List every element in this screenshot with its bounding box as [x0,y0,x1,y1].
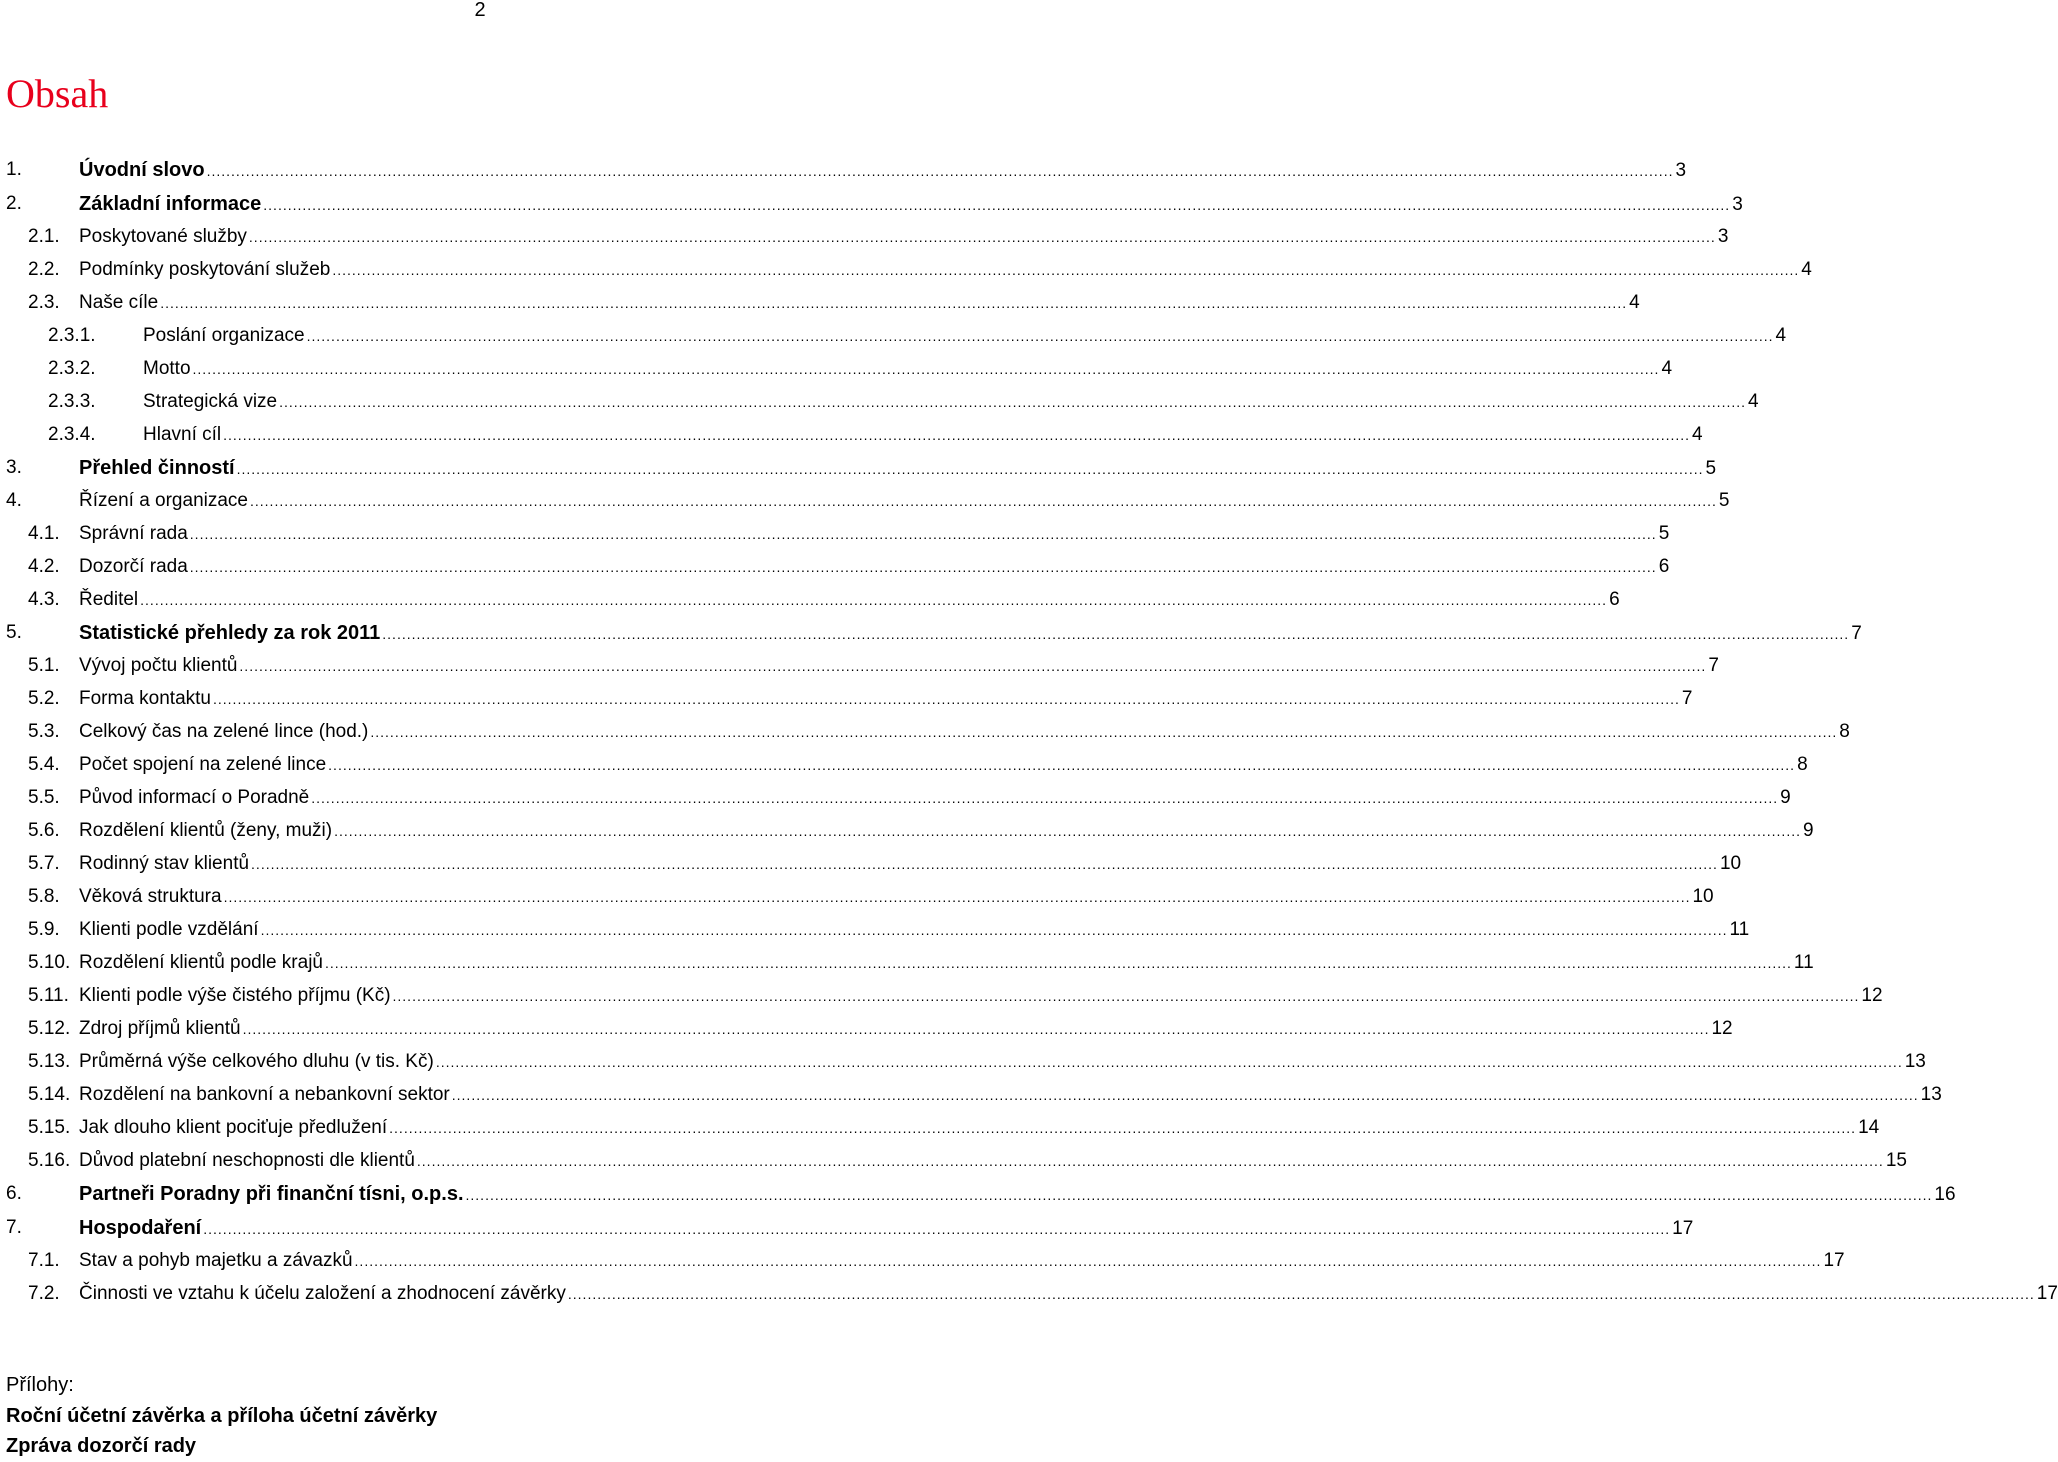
toc-entry-number: 4. [6,490,22,511]
toc-entry-number: 5.11. [28,985,69,1006]
toc-dot-leader: ............................................................................................................................................................................................................................................................................................................ [213,691,1680,707]
toc-dot-leader: ............................................................................................................................................................................................................................................................................................................ [192,361,1660,377]
toc-entry[interactable] [0,316,1787,348]
toc-dot-leader: ............................................................................................................................................................................................................................................................................................................ [389,1120,1857,1136]
toc-entry-label: Strategická vize [143,391,278,412]
toc-entry-page: 7 [1681,688,1693,709]
toc-entry[interactable] [0,1208,1694,1240]
toc-entry-number: 5.9. [28,919,60,940]
toc-entry[interactable] [0,415,1703,447]
toc-entry-label: Rodinný stav klientů [79,853,250,874]
toc-dot-leader: ............................................................................................................................................................................................................................................................................................................ [250,493,1717,509]
toc-entry-label: Poslání organizace [143,325,305,346]
toc-entry-label: Ředitel [79,589,139,610]
toc-entry-number: 5.5. [28,787,60,808]
toc-entry-label: Věková struktura [79,886,222,907]
toc-entry-page: 4 [1629,292,1640,313]
toc-entry-number: 2.3.2. [48,358,96,379]
toc-entry-label: Průměrná výše celkového dluhu (v tis. Kč) [79,1051,434,1072]
toc-entry-page: 13 [1904,1051,1926,1072]
toc-entry-page: 3 [1732,194,1743,215]
toc-entry[interactable] [0,910,1750,942]
toc-dot-leader: ............................................................................................................................................................................................................................................................................................................ [325,955,1792,971]
toc-entry[interactable] [0,1075,1942,1107]
toc-entry-page: 4 [1748,391,1759,412]
toc-entry-label: Původ informací o Poradně [79,787,310,808]
toc-entry-page: 11 [1793,952,1814,973]
toc-entry-label: Počet spojení na zelené lince [79,754,327,775]
toc-entry-label: Činnosti ve vztahu k účelu založení a zhodnocení závěrky [79,1283,566,1304]
toc-entry-page: 8 [1797,754,1808,775]
toc-entry-page: 17 [1823,1250,1845,1271]
toc-entry-label: Partneři Poradny při finanční tísni, o.p.s. [79,1183,464,1205]
toc-dot-leader: ............................................................................................................................................................................................................................................................................................................ [435,1054,1903,1070]
toc-entry-number: 2.3. [28,292,60,313]
toc-dot-leader: ............................................................................................................................................................................................................................................................................................................ [306,328,1774,344]
toc-entry[interactable] [0,150,1687,182]
toc-entry-number: 2.2. [28,259,60,280]
toc-entry-number: 5.15. [28,1117,71,1138]
toc-entry[interactable] [0,1108,1880,1140]
toc-entry-number: 5.16. [28,1150,71,1171]
toc-entry-number: 5.13. [28,1051,71,1072]
toc-dot-leader: ............................................................................................................................................................................................................................................................................................................ [416,1153,1884,1169]
toc-dot-leader: ............................................................................................................................................................................................................................................................................................................ [382,626,1850,642]
toc-entry-number: 3. [6,457,22,478]
toc-entry-number: 5.4. [28,754,60,775]
toc-entry[interactable] [0,580,1620,612]
toc-dot-leader: ............................................................................................................................................................................................................................................................................................................ [465,1187,1933,1203]
toc-entry-page: 4 [1801,259,1812,280]
toc-entry-number: 2.3.3. [48,391,96,412]
appendix-item: Zpráva dozorčí rady [6,1435,197,1457]
toc-dot-leader: ............................................................................................................................................................................................................................................................................................................ [160,295,1628,311]
toc-entry-label: Forma kontaktu [79,688,211,709]
toc-dot-leader: ............................................................................................................................................................................................................................................................................................................ [248,229,1716,245]
toc-entry-number: 6. [6,1183,22,1204]
appendix-heading: Přílohy: [6,1374,74,1396]
toc-entry-page: 9 [1780,787,1791,808]
toc-entry-label: Přehled činností [79,457,235,479]
toc-entry[interactable] [0,613,1862,645]
toc-entry-number: 4.1. [28,523,60,544]
appendix-section [6,1370,437,1462]
toc-dot-leader: ............................................................................................................................................................................................................................................................................................................ [223,889,1691,905]
toc-entry[interactable] [0,448,1717,480]
toc-dot-leader: ............................................................................................................................................................................................................................................................................................................ [279,394,1747,410]
toc-entry-number: 4.2. [28,556,60,577]
toc-entry-label: Rozdělení klientů podle krajů [79,952,323,973]
toc-entry-number: 7.2. [28,1283,60,1304]
toc-dot-leader: ............................................................................................................................................................................................................................................................................................................ [189,559,1657,575]
toc-entry-page: 17 [1672,1218,1694,1239]
appendix-item: Roční účetní závěrka a příloha účetní závěrky [6,1404,438,1427]
toc-entry-label: Rozdělení na bankovní a nebankovní sektor [79,1084,450,1105]
toc-entry-number: 5.2. [28,688,60,709]
toc-entry-page: 5 [1658,523,1670,544]
toc-entry-page: 12 [1711,1018,1733,1039]
page-title: Obsah [6,71,109,116]
toc-entry-page: 7 [1708,655,1719,676]
toc-entry-label: Vývoj počtu klientů [79,655,238,676]
toc-entry[interactable] [0,382,1759,414]
toc-dot-leader: ............................................................................................................................................................................................................................................................................................................ [334,823,1801,839]
toc-entry-page: 11 [1729,919,1750,940]
toc-dot-leader: ............................................................................................................................................................................................................................................................................................................ [203,1221,1671,1237]
toc-dot-leader: ............................................................................................................................................................................................................................................................................................................ [392,988,1860,1004]
toc-entry-page: 10 [1719,853,1742,874]
toc-entry-page: 8 [1839,721,1850,742]
toc-entry-label: Hlavní cíl [143,424,222,445]
toc-entry[interactable] [0,1009,1733,1041]
toc-entry-number: 4.3. [28,589,60,610]
toc-entry-number: 7.1. [28,1250,60,1271]
toc-entry-label: Důvod platební neschopnosti dle klientů [79,1150,415,1171]
toc-entry-label: Motto [143,358,191,379]
toc-entry[interactable] [0,811,1814,843]
toc-entry-label: Správní rada [79,523,188,544]
toc-entry-page: 5 [1705,458,1717,479]
toc-entry-number: 5. [6,622,22,643]
toc-entry[interactable] [0,844,1742,876]
toc-entry-label: Celkový čas na zelené lince (hod.) [79,721,369,742]
toc-entry-number: 5.6. [28,820,60,841]
toc-dot-leader: ............................................................................................................................................................................................................................................................................................................ [140,592,1608,608]
toc-entry-number: 5.14. [28,1084,71,1105]
toc-entry-page: 6 [1609,589,1620,610]
toc-entry-number: 5.10. [28,952,71,973]
toc-entry-label: Poskytované služby [79,226,247,247]
toc-dot-leader: ............................................................................................................................................................................................................................................................................................................ [311,790,1779,806]
toc-entry[interactable] [0,514,1670,546]
toc-entry[interactable] [0,184,1743,216]
toc-entry-page: 15 [1885,1150,1907,1171]
toc-entry[interactable] [0,778,1791,810]
toc-entry-page: 7 [1851,623,1862,644]
toc-entry[interactable] [0,646,1719,678]
toc-entry[interactable] [0,1241,1845,1273]
toc-entry-label: Podmínky poskytování služeb [79,259,331,280]
toc-entry-label: Rozdělení klientů (ženy, muži) [79,820,333,841]
toc-dot-leader: ............................................................................................................................................................................................................................................................................................................ [242,1021,1710,1037]
toc-entry-page: 3 [1717,226,1729,247]
toc-dot-leader: ............................................................................................................................................................................................................................................................................................................ [189,526,1657,542]
toc-entry-label: Úvodní slovo [79,159,205,181]
toc-entry[interactable] [0,1274,2058,1306]
toc-entry[interactable] [0,250,1812,282]
toc-entry-page: 9 [1803,820,1814,841]
toc-entry[interactable] [0,679,1693,711]
toc-entry[interactable] [0,217,1729,249]
toc-entry-page: 13 [1920,1084,1942,1105]
toc-entry[interactable] [0,283,1640,315]
toc-entry-label: Naše cíle [79,292,159,313]
toc-entry-label: Jak dlouho klient pociťuje předlužení [79,1117,388,1138]
toc-dot-leader: ............................................................................................................................................................................................................................................................................................................ [206,163,1674,179]
toc-entry-number: 5.7. [28,853,60,874]
toc-dot-leader: ............................................................................................................................................................................................................................................................................................................ [263,197,1731,213]
toc-entry-label: Řízení a organizace [79,490,248,511]
toc-entry-number: 2.1. [28,226,60,247]
toc-entry-number: 1. [6,159,22,180]
toc-entry-number: 5.3. [28,721,60,742]
toc-entry-page: 4 [1661,358,1673,379]
toc-entry-page: 14 [1858,1117,1880,1138]
toc-dot-leader: ............................................................................................................................................................................................................................................................................................................ [328,757,1796,773]
toc-dot-leader: ............................................................................................................................................................................................................................................................................................................ [567,1286,2035,1302]
toc-entry-page: 3 [1675,160,1687,181]
toc-dot-leader: ............................................................................................................................................................................................................................................................................................................ [251,856,1718,872]
toc-entry-page: 4 [1775,325,1787,346]
toc-entry[interactable] [0,712,1850,744]
toc-entry-label: Statistické přehledy za rok 2011 [79,622,381,644]
toc-dot-leader: ............................................................................................................................................................................................................................................................................................................ [239,658,1707,674]
toc-entry-number: 5.12. [28,1018,71,1039]
toc-entry-label: Hospodaření [79,1217,202,1239]
toc-dot-leader: ............................................................................................................................................................................................................................................................................................................ [370,724,1838,740]
toc-entry-page: 17 [2036,1283,2058,1304]
toc-dot-leader: ............................................................................................................................................................................................................................................................................................................ [451,1087,1919,1103]
toc-entry-label: Zdroj příjmů klientů [79,1018,241,1039]
toc-entry[interactable] [0,481,1730,513]
page-number: 2 [474,0,486,21]
toc-entry[interactable] [0,877,1714,909]
toc-dot-leader: ............................................................................................................................................................................................................................................................................................................ [354,1253,1822,1269]
toc-entry-number: 5.1. [28,655,60,676]
toc-entry-page: 12 [1861,985,1883,1006]
toc-entry[interactable] [0,1141,1907,1173]
toc-entry-number: 2.3.1. [48,325,96,346]
toc-dot-leader: ............................................................................................................................................................................................................................................................................................................ [332,262,1800,278]
toc-entry-page: 16 [1934,1184,1956,1205]
toc-entry[interactable] [0,1042,1926,1074]
toc-entry-page: 10 [1692,886,1714,907]
toc-entry[interactable] [0,976,1883,1008]
toc-entry-label: Klienti podle výše čistého příjmu (Kč) [79,985,391,1006]
toc-entry-number: 2. [6,193,22,214]
toc-entry[interactable] [0,1174,1956,1206]
toc-entry[interactable] [0,547,1670,579]
toc-entry-page: 6 [1658,556,1670,577]
toc-entry-number: 2.3.4. [48,424,96,445]
toc-entry-label: Klienti podle vzdělání [79,919,259,940]
toc-dot-leader: ............................................................................................................................................................................................................................................................................................................ [260,922,1728,938]
toc-entry-label: Dozorčí rada [79,556,188,577]
toc-entry[interactable] [0,349,1673,381]
toc-entry-label: Základní informace [79,193,262,215]
toc-entry-label: Stav a pohyb majetku a závazků [79,1250,353,1271]
toc-entry[interactable] [0,745,1808,777]
toc-entry-number: 7. [6,1217,22,1238]
toc-dot-leader: ............................................................................................................................................................................................................................................................................................................ [223,427,1691,443]
toc-dot-leader: ............................................................................................................................................................................................................................................................................................................ [236,461,1704,477]
toc-entry[interactable] [0,943,1814,975]
toc-entry-number: 5.8. [28,886,60,907]
toc-entry-page: 5 [1718,490,1730,511]
toc-entry-page: 4 [1692,424,1703,445]
